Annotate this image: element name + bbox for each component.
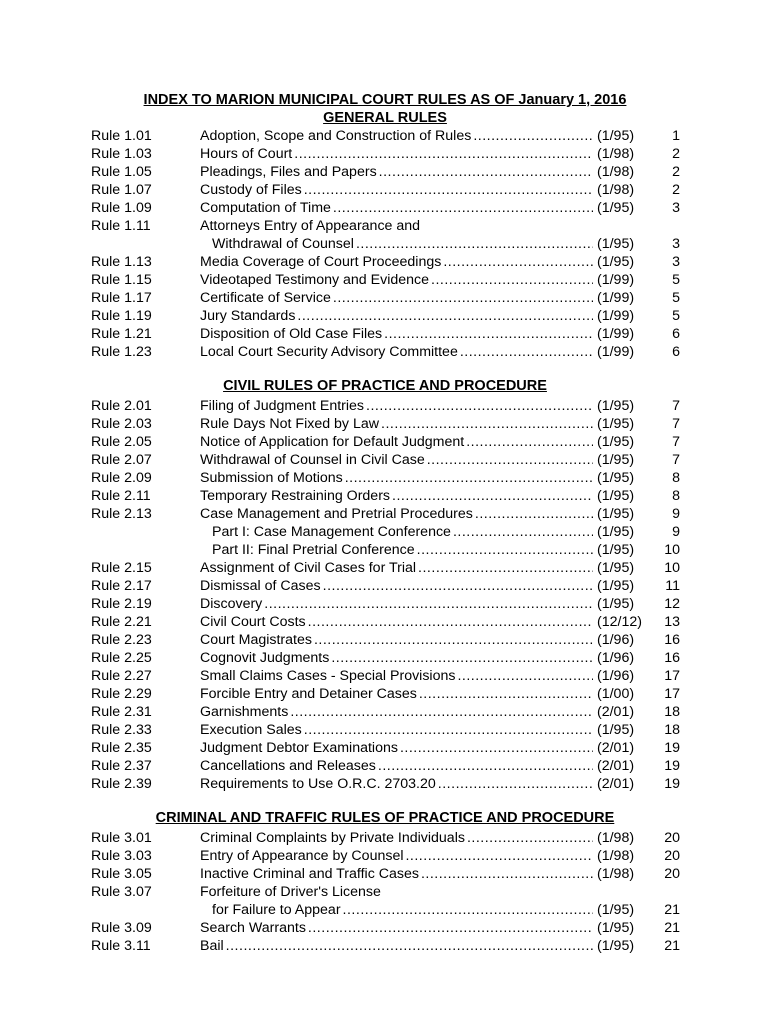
page-number: 7 — [672, 434, 680, 450]
entry-title-line — [200, 307, 595, 325]
entry-title: Dismissal of Cases — [200, 578, 321, 594]
entry-title-line — [200, 397, 595, 415]
entry-title: Forfeiture of Driver's License — [200, 884, 381, 900]
entry-title: Cognovit Judgments — [200, 650, 330, 666]
entry-title-line — [200, 145, 595, 163]
entry-title: Submission of Motions — [200, 470, 343, 486]
entry-title: Temporary Restraining Orders — [200, 488, 391, 504]
dot-leader — [308, 919, 593, 937]
entry-date: (1/95) — [597, 434, 635, 450]
index-entry — [0, 739, 770, 757]
rule-number: Rule 3.07 — [91, 884, 152, 900]
index-entry — [0, 613, 770, 631]
index-entry — [0, 307, 770, 325]
entry-date: (12/12) — [597, 614, 642, 630]
entry-title: Requirements to Use O.R.C. 2703.20 — [200, 776, 436, 792]
entry-date: (1/99) — [597, 326, 635, 342]
dot-leader — [453, 523, 593, 541]
page-number: 8 — [672, 488, 680, 504]
index-entry — [0, 325, 770, 343]
page-number: 18 — [664, 722, 680, 738]
index-entry — [0, 919, 770, 937]
entry-title: Disposition of Old Case Files — [200, 326, 383, 342]
rule-number: Rule 1.09 — [91, 200, 152, 216]
rule-number: Rule 1.07 — [91, 182, 152, 198]
rule-number: Rule 2.09 — [91, 470, 152, 486]
dot-leader — [460, 343, 593, 361]
entry-title: Execution Sales — [200, 722, 302, 738]
entry-title-line — [200, 775, 595, 793]
page-number: 21 — [664, 938, 680, 954]
entry-title: Part II: Final Pretrial Conference — [212, 542, 415, 558]
dot-leader — [400, 739, 593, 757]
entry-date: (1/95) — [597, 524, 635, 540]
page-number: 7 — [672, 452, 680, 468]
rule-number: Rule 2.13 — [91, 506, 152, 522]
rule-number: Rule 1.23 — [91, 344, 152, 360]
page-number: 9 — [672, 506, 680, 522]
index-entry — [0, 451, 770, 469]
dot-leader — [417, 541, 593, 559]
index-entry — [0, 631, 770, 649]
dot-leader — [345, 469, 593, 487]
entry-date: (1/99) — [597, 344, 635, 360]
rule-number: Rule 2.35 — [91, 740, 152, 756]
entry-title-line — [200, 217, 595, 235]
index-entry — [0, 703, 770, 721]
page-number: 19 — [664, 740, 680, 756]
page-number: 18 — [664, 704, 680, 720]
entry-date: (1/98) — [597, 146, 635, 162]
dot-leader — [384, 325, 593, 343]
rule-number: Rule 1.17 — [91, 290, 152, 306]
index-entry — [0, 127, 770, 145]
rule-number: Rule 2.15 — [91, 560, 152, 576]
entry-date: (1/99) — [597, 272, 635, 288]
dot-leader — [443, 253, 593, 271]
index-entry — [0, 415, 770, 433]
entry-date: (1/95) — [597, 128, 635, 144]
entry-title-line — [200, 613, 595, 631]
section-heading-civil-rules: CIVIL RULES OF PRACTICE AND PROCEDURE — [223, 378, 547, 394]
document-title: INDEX TO MARION MUNICIPAL COURT RULES AS OF January 1, 2016 — [143, 92, 627, 108]
entry-title: Assignment of Civil Cases for Trial — [200, 560, 417, 576]
rule-number: Rule 2.17 — [91, 578, 152, 594]
page-number: 17 — [664, 686, 680, 702]
entry-date: (1/96) — [597, 650, 635, 666]
rule-number: Rule 1.21 — [91, 326, 152, 342]
page-number: 13 — [664, 614, 680, 630]
dot-leader — [294, 145, 593, 163]
entry-date: (2/01) — [597, 758, 635, 774]
dot-leader — [378, 757, 593, 775]
dot-leader — [475, 505, 593, 523]
page-number: 20 — [664, 848, 680, 864]
entry-title-line — [200, 469, 595, 487]
page-number: 17 — [664, 668, 680, 684]
dot-leader — [333, 199, 593, 217]
index-entry — [0, 433, 770, 451]
page-number: 21 — [664, 920, 680, 936]
dot-leader — [297, 307, 593, 325]
entry-title: Criminal Complaints by Private Individuals — [200, 830, 465, 846]
page-number: 10 — [664, 542, 680, 558]
entry-title-line — [200, 271, 595, 289]
entry-title-line — [200, 919, 595, 937]
entry-title-line — [212, 541, 595, 559]
dot-leader — [438, 775, 593, 793]
section-heading-criminal-traffic-rules: CRIMINAL AND TRAFFIC RULES OF PRACTICE AND PROCEDURE — [155, 810, 615, 826]
entry-title-line — [200, 829, 595, 847]
rule-number: Rule 2.11 — [91, 488, 151, 504]
page-number: 7 — [672, 416, 680, 432]
entry-title-line — [200, 703, 595, 721]
rule-number: Rule 2.39 — [91, 776, 152, 792]
entry-date: (1/95) — [597, 254, 635, 270]
dot-leader — [331, 649, 593, 667]
entry-title-line — [200, 181, 595, 199]
entry-title: Garnishments — [200, 704, 289, 720]
entry-title-line — [200, 253, 595, 271]
dot-leader — [431, 271, 593, 289]
entry-date: (1/98) — [597, 848, 635, 864]
index-entry — [0, 865, 770, 883]
entry-date: (2/01) — [597, 740, 635, 756]
page-number: 20 — [664, 866, 680, 882]
rule-number: Rule 3.03 — [91, 848, 152, 864]
rule-number: Rule 2.07 — [91, 452, 152, 468]
dot-leader — [314, 631, 593, 649]
dot-leader — [304, 721, 593, 739]
entry-title: Civil Court Costs — [200, 614, 306, 630]
entry-date: (1/95) — [597, 506, 635, 522]
entry-title: Cancellations and Releases — [200, 758, 376, 774]
entry-date: (1/95) — [597, 596, 635, 612]
index-entry — [0, 343, 770, 361]
index-entry — [0, 181, 770, 199]
entry-title-line — [200, 631, 595, 649]
entry-date: (1/99) — [597, 290, 635, 306]
entry-title-line — [200, 199, 595, 217]
entry-date: (1/00) — [597, 686, 635, 702]
entry-date: (1/99) — [597, 308, 635, 324]
entry-date: (1/98) — [597, 830, 635, 846]
dot-leader — [457, 667, 593, 685]
page-number: 10 — [664, 560, 680, 576]
entry-title-line — [200, 289, 595, 307]
index-entry-subpart — [0, 523, 770, 541]
index-entry — [0, 937, 770, 955]
entry-title: Judgment Debtor Examinations — [200, 740, 398, 756]
rule-number: Rule 1.03 — [91, 146, 152, 162]
rule-number: Rule 1.01 — [91, 128, 152, 144]
entry-title-line — [200, 937, 595, 955]
rule-number: Rule 2.01 — [91, 398, 152, 414]
rule-number: Rule 1.13 — [91, 254, 152, 270]
entry-title: Forcible Entry and Detainer Cases — [200, 686, 417, 702]
dot-leader — [467, 829, 593, 847]
rule-number: Rule 3.11 — [91, 938, 151, 954]
page-number: 6 — [672, 344, 680, 360]
entry-date: (2/01) — [597, 776, 635, 792]
index-entry — [0, 487, 770, 505]
dot-leader — [466, 433, 593, 451]
entry-title-line — [212, 523, 595, 541]
index-entry — [0, 847, 770, 865]
dot-leader — [379, 163, 593, 181]
dot-leader — [421, 865, 593, 883]
page-number: 1 — [672, 128, 680, 144]
section-heading-general-rules: GENERAL RULES — [323, 110, 447, 126]
index-entry — [0, 397, 770, 415]
entry-title: Part I: Case Management Conference — [212, 524, 451, 540]
entry-date: (1/98) — [597, 866, 635, 882]
entry-date: (1/98) — [597, 182, 635, 198]
entry-date: (1/95) — [597, 236, 635, 252]
index-entry — [0, 253, 770, 271]
page-number: 2 — [672, 164, 680, 180]
rule-number: Rule 3.09 — [91, 920, 152, 936]
dot-leader — [392, 487, 593, 505]
page-number: 16 — [664, 632, 680, 648]
entry-title: Court Magistrates — [200, 632, 312, 648]
entry-title-line — [212, 235, 595, 253]
rule-number: Rule 2.31 — [91, 704, 152, 720]
entry-title: Search Warrants — [200, 920, 306, 936]
entry-title-line — [200, 163, 595, 181]
index-entry — [0, 577, 770, 595]
index-entry — [0, 829, 770, 847]
entry-title: Adoption, Scope and Construction of Rules — [200, 128, 472, 144]
dot-leader — [323, 577, 593, 595]
dot-leader — [264, 595, 593, 613]
rule-number: Rule 1.05 — [91, 164, 152, 180]
entry-title: Bail — [200, 938, 224, 954]
entry-date: (1/95) — [597, 488, 635, 504]
index-entry — [0, 199, 770, 217]
index-entry-subpart — [0, 541, 770, 559]
index-entry — [0, 271, 770, 289]
entry-title-line — [200, 559, 595, 577]
dot-leader — [290, 703, 593, 721]
entry-title: Case Management and Pretrial Procedures — [200, 506, 473, 522]
page-number: 5 — [672, 308, 680, 324]
entry-title: Withdrawal of Counsel in Civil Case — [200, 452, 425, 468]
index-entry — [0, 649, 770, 667]
entry-title: Media Coverage of Court Proceedings — [200, 254, 442, 270]
entry-title-line — [200, 649, 595, 667]
entry-date: (1/98) — [597, 164, 635, 180]
index-entry — [0, 685, 770, 703]
index-entry — [0, 469, 770, 487]
rule-number: Rule 2.29 — [91, 686, 152, 702]
entry-title-line — [200, 343, 595, 361]
dot-leader — [473, 127, 593, 145]
entry-date: (1/95) — [597, 938, 635, 954]
dot-leader — [405, 847, 593, 865]
page-number: 2 — [672, 146, 680, 162]
dot-leader — [343, 901, 593, 919]
entry-date: (1/95) — [597, 542, 635, 558]
index-entry — [0, 505, 770, 523]
entry-date: (1/95) — [597, 452, 635, 468]
page-number: 3 — [672, 254, 680, 270]
index-entry — [0, 595, 770, 613]
entry-title-line — [200, 487, 595, 505]
entry-date: (1/95) — [597, 560, 635, 576]
index-entry-continuation — [0, 235, 770, 253]
rule-number: Rule 2.27 — [91, 668, 152, 684]
page-number: 19 — [664, 758, 680, 774]
dot-leader — [419, 685, 593, 703]
page-number: 9 — [672, 524, 680, 540]
entry-title-line — [200, 883, 595, 901]
page-number: 16 — [664, 650, 680, 666]
rule-number: Rule 1.15 — [91, 272, 152, 288]
entry-title-line — [200, 847, 595, 865]
entry-date: (1/96) — [597, 668, 635, 684]
rule-number: Rule 2.25 — [91, 650, 152, 666]
entry-title-line — [200, 667, 595, 685]
index-entry — [0, 217, 770, 235]
entry-title: Small Claims Cases - Special Provisions — [200, 668, 456, 684]
dot-leader — [333, 289, 593, 307]
page-number: 5 — [672, 272, 680, 288]
page-number: 2 — [672, 182, 680, 198]
entry-title: Withdrawal of Counsel — [212, 236, 354, 252]
rule-number: Rule 2.33 — [91, 722, 152, 738]
entry-title: Filing of Judgment Entries — [200, 398, 365, 414]
entry-date: (1/95) — [597, 200, 635, 216]
entry-title-line — [200, 577, 595, 595]
page-number: 11 — [665, 578, 680, 594]
entry-date: (1/95) — [597, 902, 635, 918]
index-entry — [0, 289, 770, 307]
index-entry — [0, 145, 770, 163]
rule-number: Rule 2.05 — [91, 434, 152, 450]
entry-date: (1/95) — [597, 416, 635, 432]
page-number: 3 — [672, 200, 680, 216]
entry-title: Inactive Criminal and Traffic Cases — [200, 866, 419, 882]
page-number: 20 — [664, 830, 680, 846]
dot-leader — [418, 559, 593, 577]
entry-title-line — [200, 865, 595, 883]
entry-title-line — [200, 433, 595, 451]
page-number: 21 — [664, 902, 680, 918]
entry-date: (1/95) — [597, 722, 635, 738]
entry-title-line — [200, 127, 595, 145]
entry-date: (1/96) — [597, 632, 635, 648]
index-entry — [0, 757, 770, 775]
entry-title: Entry of Appearance by Counsel — [200, 848, 404, 864]
rule-number: Rule 3.05 — [91, 866, 152, 882]
entry-title-line — [200, 595, 595, 613]
dot-leader — [427, 451, 593, 469]
rule-number: Rule 3.01 — [91, 830, 152, 846]
entry-title-line — [200, 505, 595, 523]
page-number: 12 — [664, 596, 680, 612]
index-entry — [0, 721, 770, 739]
page-number: 5 — [672, 290, 680, 306]
entry-title: Notice of Application for Default Judgment — [200, 434, 465, 450]
rule-number: Rule 2.03 — [91, 416, 152, 432]
entry-date: (1/95) — [597, 470, 635, 486]
index-entry — [0, 883, 770, 901]
entry-title-line — [200, 451, 595, 469]
entry-title: Custody of Files — [200, 182, 302, 198]
entry-date: (2/01) — [597, 704, 635, 720]
index-entry — [0, 163, 770, 181]
entry-title: Rule Days Not Fixed by Law — [200, 416, 379, 432]
rule-number: Rule 2.37 — [91, 758, 152, 774]
entry-title-line — [200, 325, 595, 343]
index-entry — [0, 667, 770, 685]
entry-title: Hours of Court — [200, 146, 293, 162]
entry-date: (1/95) — [597, 920, 635, 936]
entry-title-line — [212, 901, 595, 919]
entry-title: Pleadings, Files and Papers — [200, 164, 377, 180]
index-entry — [0, 559, 770, 577]
index-entry-continuation — [0, 901, 770, 919]
entry-title-line — [200, 739, 595, 757]
dot-leader — [308, 613, 593, 631]
page-number: 7 — [672, 398, 680, 414]
page-number: 6 — [672, 326, 680, 342]
entry-title: Certificate of Service — [200, 290, 331, 306]
entry-date: (1/95) — [597, 398, 635, 414]
dot-leader — [304, 181, 593, 199]
page-number: 8 — [672, 470, 680, 486]
entry-title: Jury Standards — [200, 308, 296, 324]
entry-title: Attorneys Entry of Appearance and — [200, 218, 421, 234]
entry-title: Videotaped Testimony and Evidence — [200, 272, 430, 288]
rule-number: Rule 2.19 — [91, 596, 152, 612]
entry-date: (1/95) — [597, 578, 635, 594]
entry-title: for Failure to Appear — [212, 902, 341, 918]
page-number: 19 — [664, 776, 680, 792]
dot-leader — [381, 415, 593, 433]
entry-title: Local Court Security Advisory Committee — [200, 344, 458, 360]
entry-title: Computation of Time — [200, 200, 331, 216]
rule-number: Rule 2.23 — [91, 632, 152, 648]
dot-leader — [356, 235, 593, 253]
entry-title: Discovery — [200, 596, 263, 612]
page-number: 3 — [672, 236, 680, 252]
entry-title-line — [200, 415, 595, 433]
rule-number: Rule 1.19 — [91, 308, 152, 324]
entry-title-line — [200, 685, 595, 703]
entry-title-line — [200, 721, 595, 739]
dot-leader — [366, 397, 593, 415]
rule-number: Rule 2.21 — [91, 614, 152, 630]
rule-number: Rule 1.11 — [91, 218, 151, 234]
entry-title-line — [200, 757, 595, 775]
index-entry — [0, 775, 770, 793]
dot-leader — [226, 937, 593, 955]
